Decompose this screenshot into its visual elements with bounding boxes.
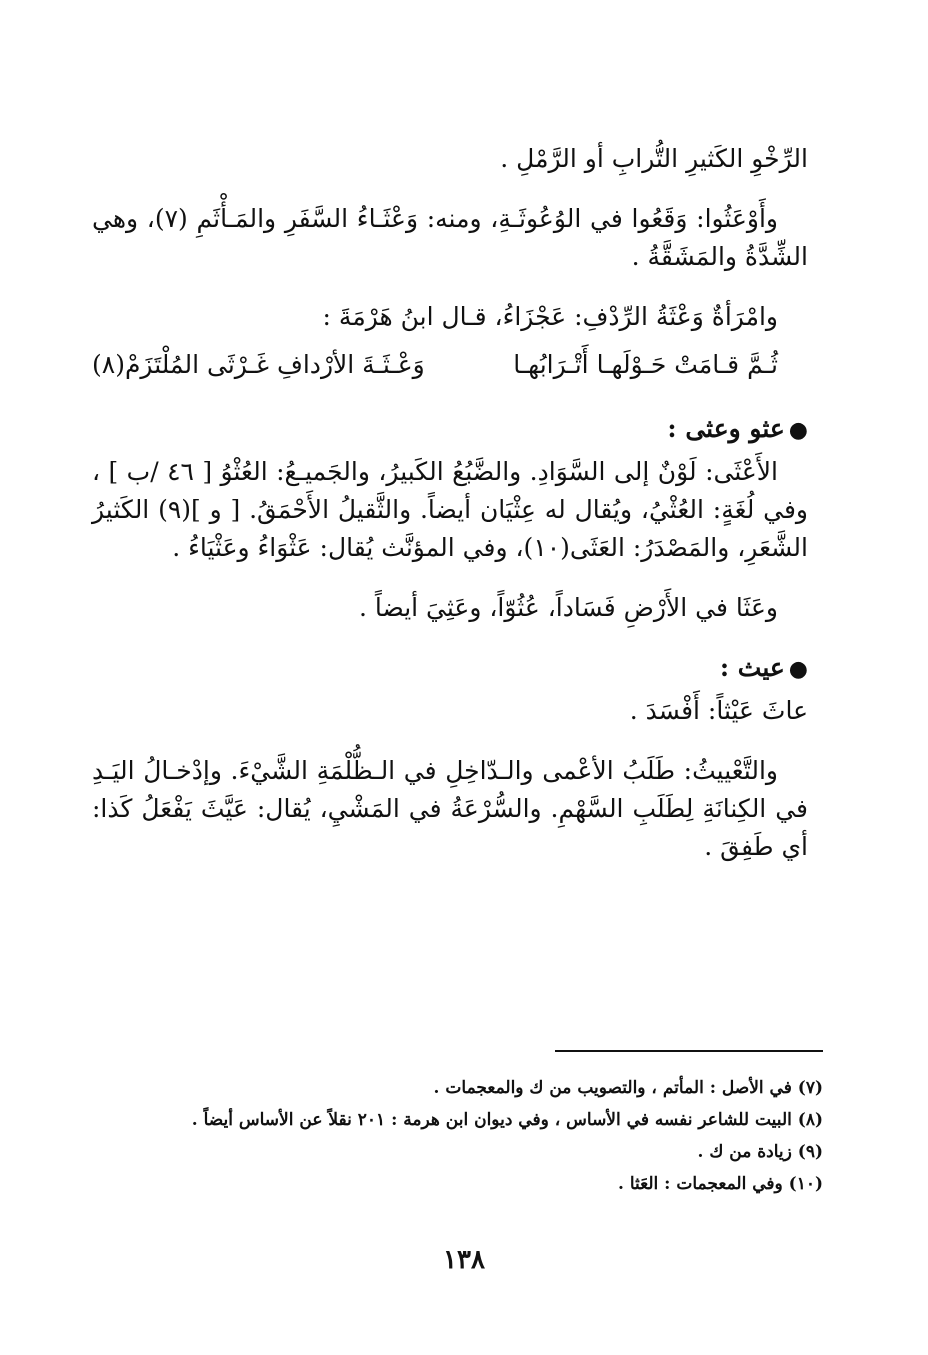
footnote: (٩) زيادة من ك . [697,1142,823,1162]
paragraph: وأَوْعَثُوا: وَقَعُوا في الوُعُوثَـةِ، ومنه: وَعْثَـاءُ السَّفَرِ والمَـأْثَمِ (٧)، وهي الشِّدَّةُ والمَشَقَّةُ . [92,204,808,271]
verse-first-hemistich: ثُـمَّ قـامَتْ حَـوْلَهـا أَتْـرَابُهـا [513,350,778,379]
entry-heading-text: عثو وعثى : [667,414,785,443]
paragraph: عاثَ عَيْثاً: أَفْسَدَ . [629,696,808,725]
footnote: (٧) في الأصل : المأتم ، والتصويب من ك والمعجمات . [433,1078,823,1098]
footnote: (٨) البيت للشاعر نفسه في الأساس ، وفي ديوان ابن هرمة : ٢٠١ نقلاً عن الأساس أيضاً . [191,1110,823,1130]
entry-heading [92,410,808,449]
paragraph: وعَثَا في الأَرْضِ فَسَاداً، عُثُوّاً، وعَثِيَ أيضاً . [359,593,778,622]
footnote-separator [555,1050,823,1052]
bullet-icon: ● [788,417,808,443]
verse [92,346,808,384]
paragraph: وامْرَأةٌ وَعْثَةُ الرِّدْفِ: عَجْزَاءُ، قـال ابنُ هَرْمَةَ : [322,302,778,331]
bullet-icon: ● [788,656,808,682]
paragraph: والتَّعْييثُ: طَلَبُ الأعْمى والـدّاخِلِ في الـظُّلْمَةِ الشَّيْءَ. وإدْخـالُ اليَـدِ في الكِنانَةِ لِطَلَبِ السَّهْمِ. والسُّرْعَةُ في المَشْيِ، يُقال: عَيَّثَ يَفْعَلُ كَذا: أي طَفِقَ . [92,756,808,861]
paragraph: الرِّخْوِ الكَثيرِ التُّرابِ أو الرَّمْلِ . [500,144,808,173]
footnotes [150,1072,823,1200]
entry-heading [92,649,808,688]
footnote: (١٠) وفي المعجمات : العَثا . [618,1174,823,1194]
entry-heading-text: عيث : [719,653,785,682]
verse-second-hemistich: وَعْـثَـةَ الأرْدافِ غَـرْثَى المُلْتَزَمْ(٨) [92,350,425,379]
paragraph: الأَعْثَى: لَوْنٌ إلى السَّوَادِ. والضَّبُعُ الكَبيرُ، والجَميـعُ: العُثْوُ [ ٤٦ /ب ] ، وفي لُغَةٍ: العُثْيُ، ويُقال له عِثْيَان أيضاً. والثَّقيلُ الأَحْمَقُ. [ و ](٩) الكَثيرُ الشَّعَرِ، والمَصْدَرُ: العَثَى(١٠)، وفي المؤنَّث يُقال: عَثْوَاءُ وعَثْيَاءُ . [92,457,808,562]
page-number: ١٣٨ [443,1245,485,1275]
main-text [92,140,808,888]
